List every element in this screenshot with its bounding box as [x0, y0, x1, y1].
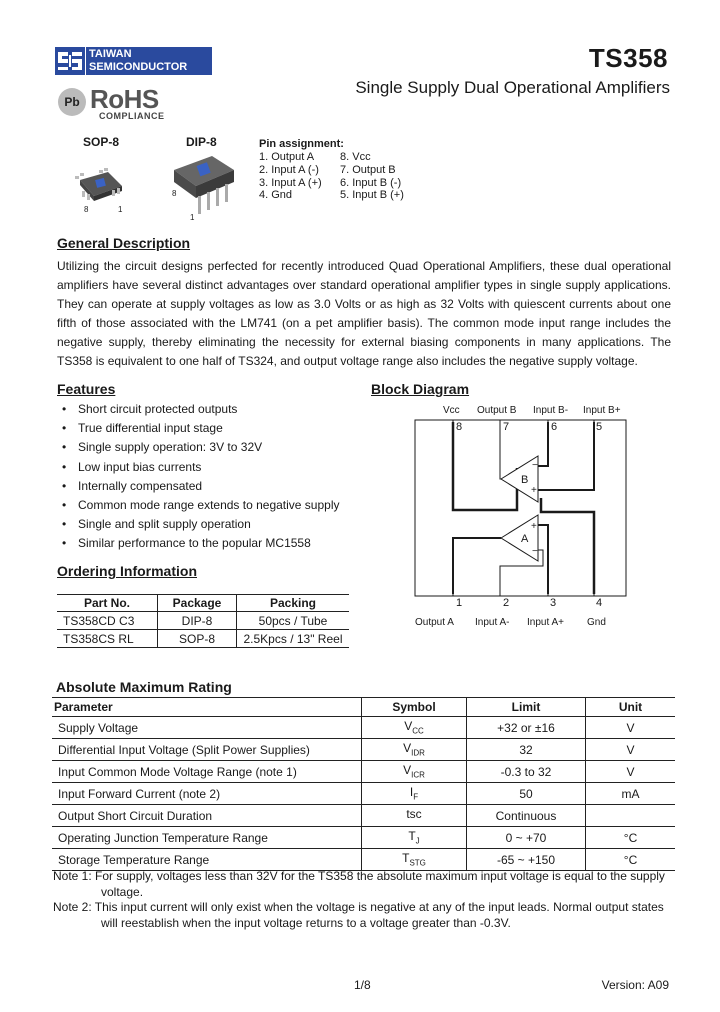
pin-number-3: 3 — [550, 597, 557, 609]
symbol-cell: $T_J$ — [362, 827, 467, 849]
param-cell: Supply Voltage — [52, 717, 362, 739]
symbol-cell: $I_F$ — [362, 783, 467, 805]
block-label-gnd: Gnd — [587, 617, 606, 628]
table-row — [52, 805, 675, 827]
amp-b-label: B — [521, 474, 529, 486]
limit-cell: 50 — [467, 783, 586, 805]
limit-cell: -65 ~ +150 — [467, 849, 586, 871]
block-label-input-b-plus: Input B+ — [583, 405, 621, 416]
company-name-line1: TAIWAN — [89, 48, 132, 60]
amp-a-plus: + — [531, 521, 537, 532]
features-list — [62, 400, 340, 554]
company-name — [86, 47, 212, 75]
table-row — [52, 761, 675, 783]
feature-item: • Internally compensated — [62, 477, 340, 496]
block-diagram — [405, 398, 635, 634]
param-cell: Operating Junction Temperature Range — [52, 827, 362, 849]
sop8-pin8-label: 8 — [84, 205, 89, 214]
pin-number-8: 8 — [456, 421, 463, 433]
column-header: Unit — [586, 698, 676, 717]
feature-item: • Low input bias currents — [62, 458, 340, 477]
table-cell: DIP-8 — [158, 612, 237, 630]
table-cell: 2.5Kpcs / 13" Reel — [237, 630, 350, 648]
pb-free-badge: Pb — [58, 88, 86, 116]
pin-number-1: 1 — [456, 597, 463, 609]
feature-item: • Single supply operation: 3V to 32V — [62, 438, 340, 457]
limit-cell: Continuous — [467, 805, 586, 827]
dip8-label: DIP-8 — [186, 135, 217, 149]
pin-number-6: 6 — [551, 421, 558, 433]
limit-cell: 0 ~ +70 — [467, 827, 586, 849]
rohs-label: RoHS — [90, 84, 159, 114]
unit-cell: V — [586, 761, 676, 783]
block-label-input-a-plus: Input A+ — [527, 617, 564, 628]
table-row — [52, 827, 675, 849]
pin-item: 7. Output B — [340, 163, 396, 176]
table-row — [52, 717, 675, 739]
pin-assignment-left — [259, 151, 322, 202]
dip8-pin8-label: 8 — [172, 189, 177, 198]
block-label-output-a: Output A — [415, 617, 454, 628]
amp-b-minus: − — [532, 460, 538, 471]
unit-cell: mA — [586, 783, 676, 805]
pin-item: 2. Input A (-) — [259, 163, 319, 176]
sop8-package-icon — [70, 162, 130, 214]
pin-assignment-right — [340, 151, 404, 202]
unit-cell: V — [586, 717, 676, 739]
column-header: Package — [158, 595, 237, 612]
block-label-output-b: Output B — [477, 405, 517, 416]
table-cell: TS358CS RL — [57, 630, 158, 648]
table-cell: TS358CD C3 — [57, 612, 158, 630]
pin-number-7: 7 — [503, 421, 510, 433]
column-header: Parameter — [52, 698, 362, 717]
limit-cell: -0.3 to 32 — [467, 761, 586, 783]
pin-item: 1. Output A — [259, 151, 315, 163]
column-header: Limit — [467, 698, 586, 717]
amp-a-label: A — [521, 533, 529, 545]
symbol-cell: $V_{ICR}$ — [362, 761, 467, 783]
page-number: 1/8 — [354, 978, 371, 992]
ordering-table — [57, 594, 349, 648]
symbol-cell: $V_{IDR}$ — [362, 739, 467, 761]
pin-item: 8. Vcc — [340, 151, 371, 163]
unit-cell — [586, 805, 676, 827]
abs-max-heading: Absolute Maximum Rating — [56, 679, 232, 695]
block-label-vcc: Vcc — [443, 405, 460, 416]
pin-item: 6. Input B (-) — [340, 176, 402, 189]
feature-item: • Common mode range extends to negative supply — [62, 496, 340, 515]
unit-cell: V — [586, 739, 676, 761]
notes — [53, 869, 683, 931]
block-label-input-a-minus: Input A- — [475, 617, 510, 628]
features-heading: Features — [57, 381, 116, 397]
symbol-cell: $T_{STG}$ — [362, 849, 467, 871]
part-number-title: TS358 — [588, 43, 668, 73]
unit-cell: °C — [586, 827, 676, 849]
table-cell: SOP-8 — [158, 630, 237, 648]
company-name-line2: SEMICONDUCTOR — [89, 61, 188, 73]
note-1-line2: voltage. — [101, 884, 144, 899]
table-row — [57, 612, 349, 630]
table-row — [52, 739, 675, 761]
limit-cell: +32 or ±16 — [467, 717, 586, 739]
general-description-text: Utilizing the circuit designs perfected for recently introduced Quad Operational Amplifiers, these dual operational amplifiers have several distinct advantages over standard operational amplifier types in single supply applications. They can operate at supply voltages as low as 3.0 Volts or as high as 32 Volts with quiescent currents about one fifth of those associated with the LM741 (on a pet amplifier basis). The common mode input range includes the negative supply, thereby eliminating the necessity for external biasing components in many applications. The TS358 is equivalent to one half of TS324, and output voltage range also includes the negative supply voltage. — [57, 259, 671, 368]
pin-item: 5. Input B (+) — [340, 189, 404, 202]
table-header-row — [57, 595, 349, 612]
note-1-line1: Note 1: For supply, voltages less than 32V for the TS358 the absolute maximum input voltage is equal to the supply — [53, 869, 665, 883]
pin-number-4: 4 — [596, 597, 603, 609]
document-subtitle: Single Supply Dual Operational Amplifiers — [355, 78, 670, 97]
rohs-compliance-label: COMPLIANCE — [99, 111, 165, 121]
company-logo-icon — [55, 47, 85, 75]
feature-item: • Similar performance to the popular MC1558 — [62, 534, 340, 553]
abs-max-table — [52, 697, 675, 871]
column-header: Part No. — [57, 595, 158, 612]
feature-item: • Short circuit protected outputs — [62, 400, 340, 419]
table-row — [57, 630, 349, 648]
note-2-line1: Note 2: This input current will only exist when the voltage is negative at any of the input leads. Normal output states — [53, 900, 664, 914]
dip8-package-icon — [168, 150, 240, 222]
column-header: Packing — [237, 595, 350, 612]
unit-cell: °C — [586, 849, 676, 871]
general-description-heading: General Description — [57, 235, 191, 251]
block-label-input-b-minus: Input B- — [533, 405, 569, 416]
version-label: Version: A09 — [601, 978, 669, 992]
ordering-heading: Ordering Information — [57, 563, 197, 579]
feature-item: • True differential input stage — [62, 419, 340, 438]
param-cell: Output Short Circuit Duration — [52, 805, 362, 827]
dip8-pin1-label: 1 — [190, 213, 195, 222]
pin-item: 4. Gnd — [259, 189, 293, 202]
table-header-row — [52, 698, 675, 717]
table-row — [52, 783, 675, 805]
param-cell: Input Forward Current (note 2) — [52, 783, 362, 805]
amp-a-minus: − — [532, 546, 538, 557]
pin-item: 3. Input A (+) — [259, 176, 322, 189]
symbol-cell: tsc — [362, 805, 467, 827]
param-cell: Input Common Mode Voltage Range (note 1) — [52, 761, 362, 783]
column-header: Symbol — [362, 698, 467, 717]
sop8-label: SOP-8 — [83, 135, 120, 149]
note-2-line2: will reestablish when the input voltage returns to a voltage greater than -0.3V. — [101, 915, 511, 930]
pin-assignment-title: Pin assignment: — [259, 138, 344, 150]
param-cell: Storage Temperature Range — [52, 849, 362, 871]
pin-number-5: 5 — [596, 421, 603, 433]
table-cell: 50pcs / Tube — [237, 612, 350, 630]
limit-cell: 32 — [467, 739, 586, 761]
table-row — [52, 849, 675, 871]
sop8-pin1-label: 1 — [118, 205, 123, 214]
feature-item: • Single and split supply operation — [62, 515, 340, 534]
amp-b-plus: + — [531, 485, 537, 496]
symbol-cell: $V_{CC}$ — [362, 717, 467, 739]
pin-number-2: 2 — [503, 597, 510, 609]
block-diagram-heading: Block Diagram — [371, 381, 470, 397]
param-cell: Differential Input Voltage (Split Power Supplies) — [52, 739, 362, 761]
